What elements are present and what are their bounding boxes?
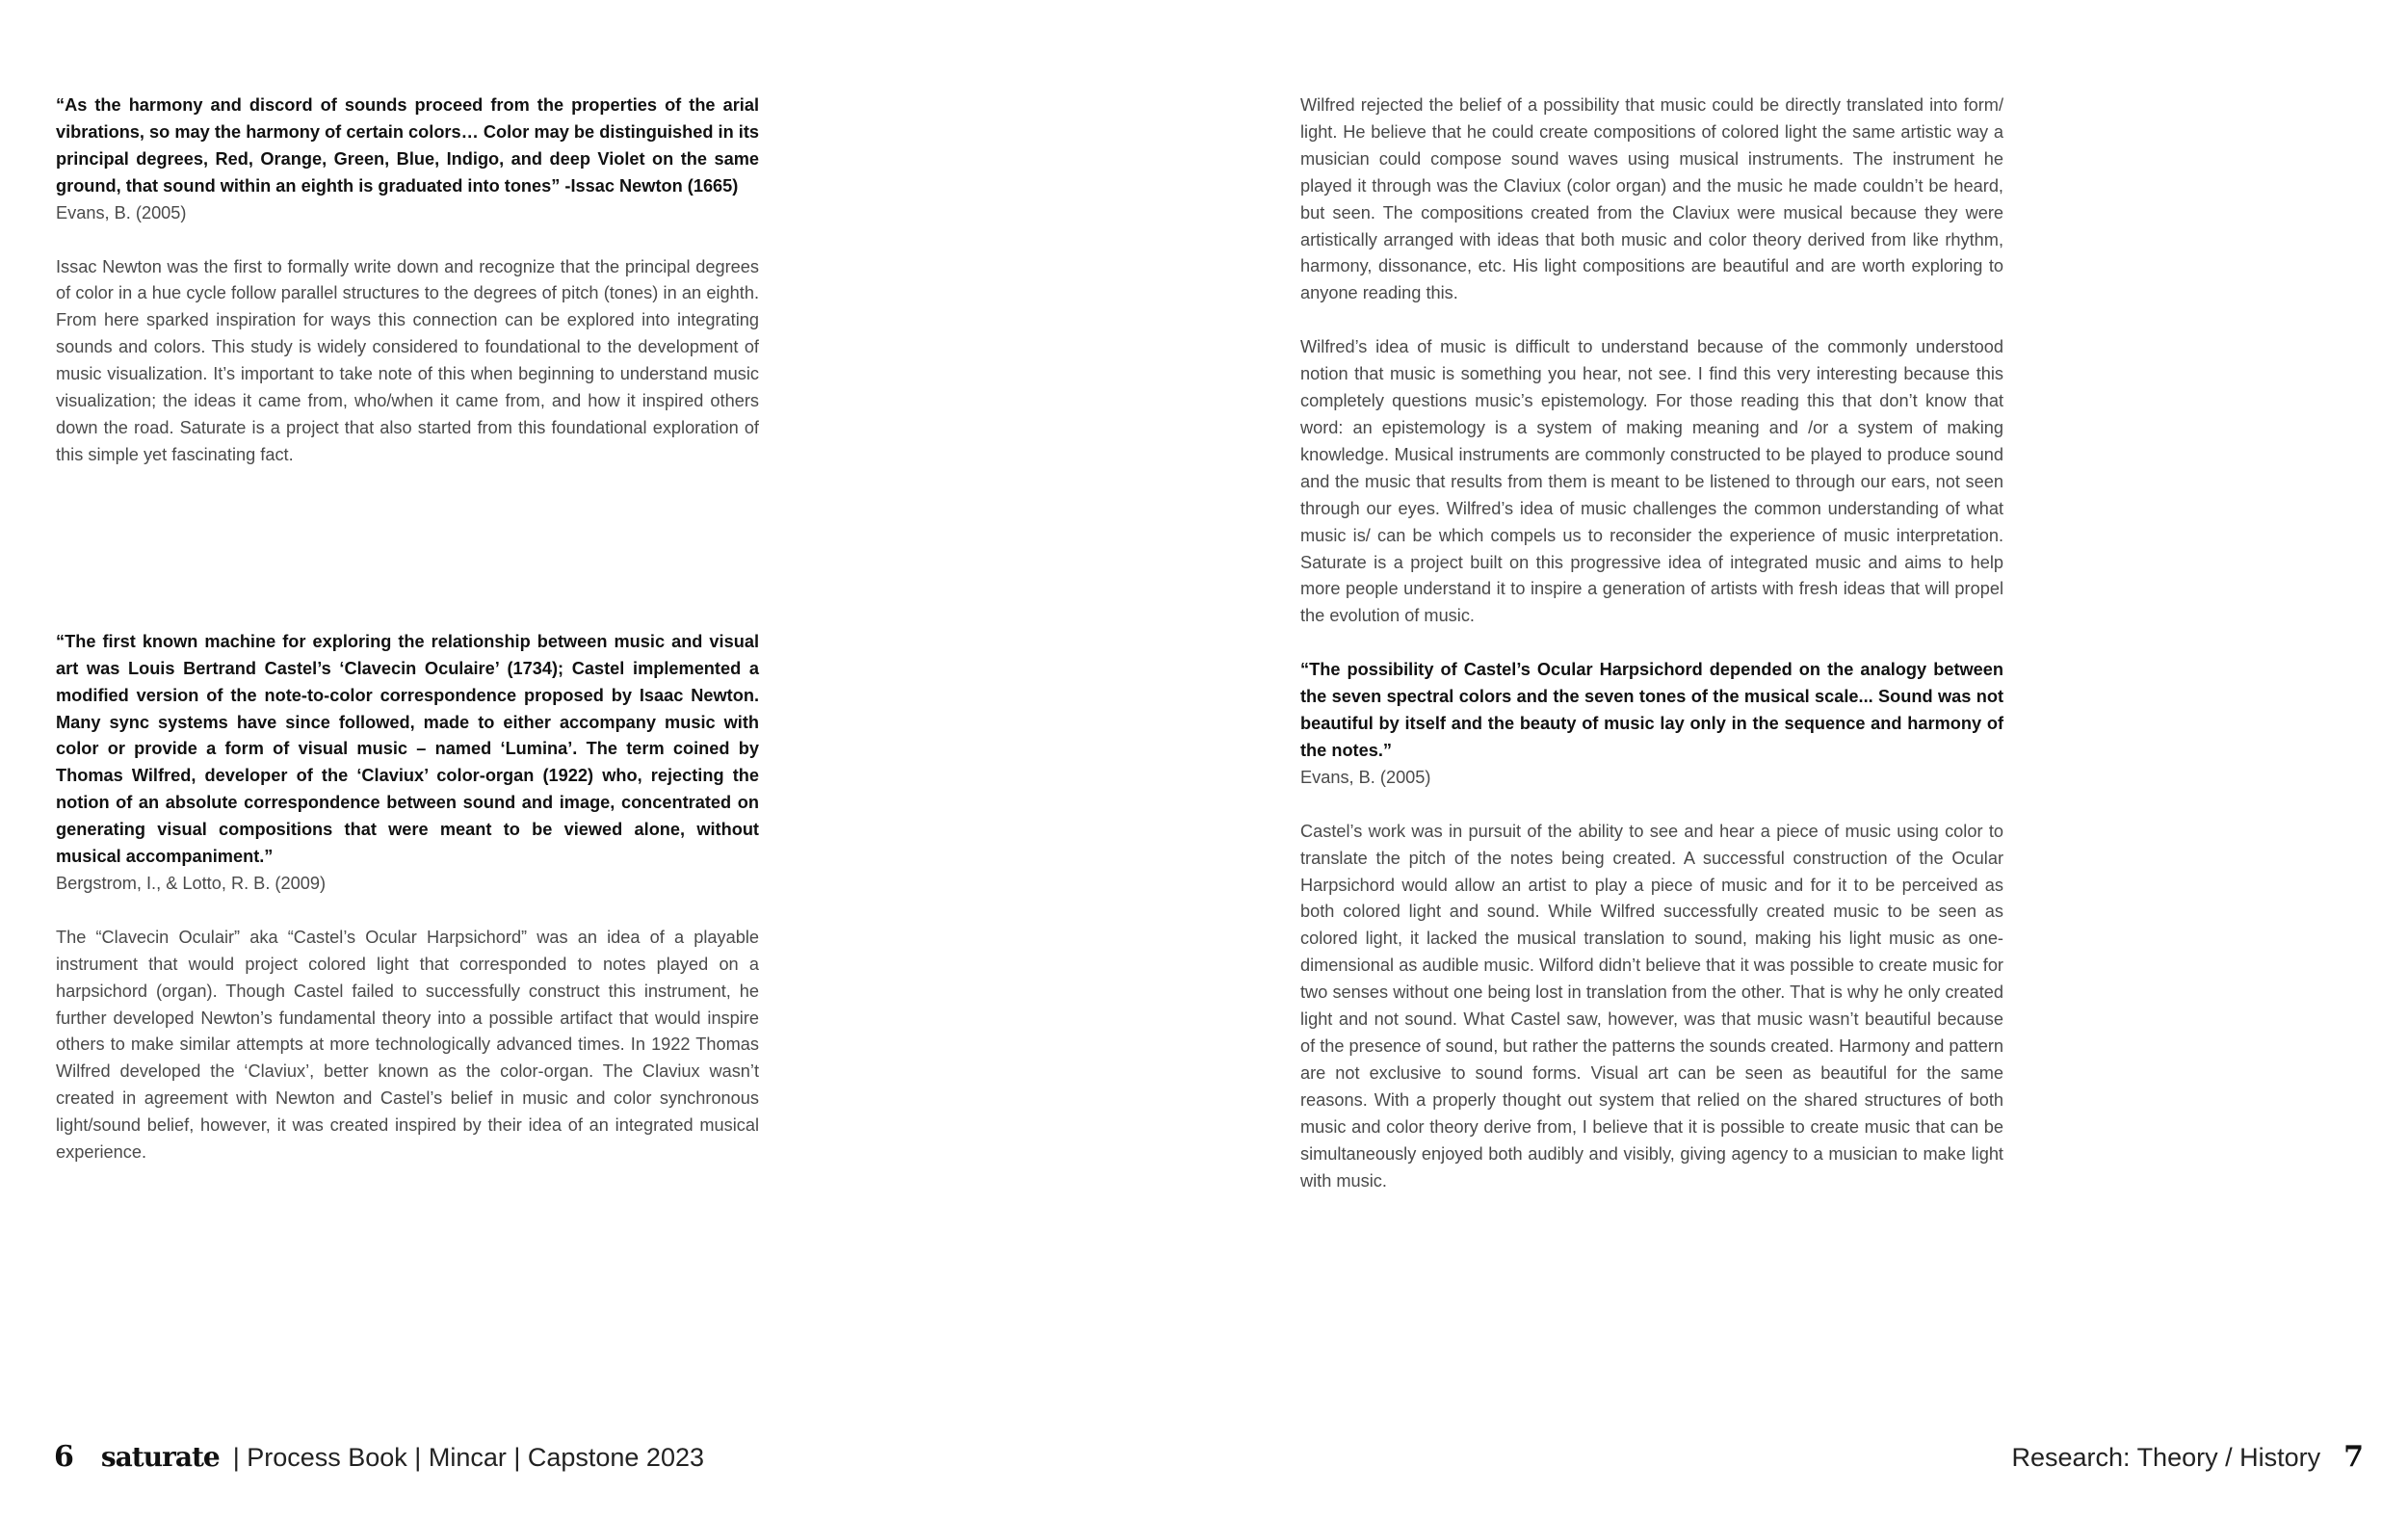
left-page-number: 6 [54, 1440, 74, 1474]
ocular-harpsichord-quote: “The possibility of Castel’s Ocular Harpsichord depended on the analogy between the seven spectral colors and the seven tones of the musical scale... Sound was not beautiful by itself and the beauty of music lay only in the sequence and harmony of the notes.” [1300, 660, 2003, 760]
newton-quote: “As the harmony and discord of sounds proceed from the properties of the arial vibrations, so may the harmony of certain colors… Color may be distinguished in its principal degrees, Red, Orange, Green, Blue, Indigo, and deep Violet on the same ground, that sound within an eighth is graduated into tones” -Issac Newton (1665) [56, 95, 759, 196]
newton-quote-citation: Evans, B. (2005) [56, 202, 187, 223]
wilfred-paragraph: Wilfred rejected the belief of a possibility that music could be directly translated into form/ light. He believe that he could create compositions of colored light the same artistic way a musician could compose sound waves using musical instruments. The instrument he played it through was the Claviux (color organ) and the music he made couldn’t be heard, but seen. The compositions created from the Claviux were musical because they were artistically arranged with ideas that both music and color theory derived from like rhythm, harmony, dissonance, etc. His light compositions are beautiful and are worth exploring to anyone reading this. [1300, 95, 2003, 303]
footer-book-info: | Process Book | Mincar | Capstone 2023 [232, 1443, 705, 1472]
section-title: Research: Theory / History [2011, 1443, 2321, 1472]
castel-work-paragraph: Castel’s work was in pursuit of the ability to see and hear a piece of music using color to translate the pitch of the notes being created. A successful construction of the Ocular Harpsichord would allow an artist to play a piece of music and for it to be perceived as both colored light and sound. While Wilfred successfully created music to be seen as colored light, it lacked the musical translation to sound, making his light music as one-dimensional as audible music. Wilford didn’t believe that it was possible to create music for two senses without one being lost in translation from the other. That is why he only created light and not sound. What Castel saw, however, was that music wasn’t beautiful because of the presence of sound, but rather the patterns the sounds created. Harmony and pattern are not exclusive to sound forms. Visual art can be seen as beautiful for the same reasons. With a properly thought out system that relied on the shared structures of both music and color theory derive from, I believe that it is possible to create music that can be simultaneously enjoyed both audibly and visibly, giving agency to a musician to make light with music. [1300, 821, 2003, 1191]
right-page-column [1300, 92, 2003, 1194]
right-page-number: 7 [2343, 1440, 2364, 1474]
epistemology-paragraph: Wilfred’s idea of music is difficult to understand because of the commonly understood notion that music is something you hear, not see. I find this very interesting because this completely questions music’s epistemology. For those reading this that don’t know that word: an epistemology is a system of making meaning and /or a system of making knowledge. Musical instruments are commonly constructed to be played to produce sound and the music that results from them is meant to be listened to through our ears, not seen through our eyes. Wilfred’s idea of music challenges the common understanding of what music is/ can be which compels us to reconsider the experience of music interpretation. Saturate is a project built on this progressive idea of integrated music and aims to help more people understand it to inspire a generation of artists with fresh ideas that will propel the evolution of music. [1300, 337, 2003, 626]
castel-machine-quote: “The first known machine for exploring the relationship between music and visual art was Louis Bertrand Castel’s ‘Clavecin Oculaire’ (1734); Castel implemented a modified version of the note-to-color correspondence proposed by Isaac Newton. Many sync systems have since followed, made to either accompany music with color or provide a form of visual music – named ‘Lumina’. The term coined by Thomas Wilfred, developer of the ‘Claviux’ color-organ (1922) who, rejecting the notion of an absolute correspondence between sound and image, concentrated on generating visual compositions that were meant to be viewed alone, without musical accompaniment.” [56, 631, 759, 867]
clavecin-paragraph: The “Clavecin Oculair” aka “Castel’s Ocular Harpsichord” was an idea of a playable instrument that would project colored light that corresponded to notes played on a harpsichord (organ). Though Castel failed to successfully construct this instrument, he further developed Newton’s fundamental theory into a possible artifact that would inspire others to make similar attempts at more technologically advanced times. In 1922 Thomas Wilfred developed the ‘Claviux’, better known as the color-organ. The Claviux wasn’t created in agreement with Newton and Castel’s belief in music and color synchronous light/sound belief, however, it was created inspired by their idea of an integrated musical experience. [56, 927, 759, 1163]
left-page-column [56, 92, 759, 1166]
newton-paragraph: Issac Newton was the first to formally write down and recognize that the principal degrees of color in a hue cycle follow parallel structures to the degrees of pitch (tones) in an eighth. From here sparked inspiration for ways this connection can be explored into integrating sounds and colors. This study is widely considered to foundational to the development of music visualization. It’s important to take note of this when beginning to understand music visualization; the ideas it came from, who/when it came from, and how it inspired others down the road. Saturate is a project that also started from this foundational exploration of this simple yet fascinating fact. [56, 256, 759, 464]
saturate-logo: saturate [100, 1441, 220, 1473]
ocular-harpsichord-citation: Evans, B. (2005) [1300, 767, 1431, 787]
castel-machine-citation: Bergstrom, I., & Lotto, R. B. (2009) [56, 873, 326, 893]
right-footer [2012, 1440, 2365, 1474]
left-footer [54, 1440, 704, 1474]
